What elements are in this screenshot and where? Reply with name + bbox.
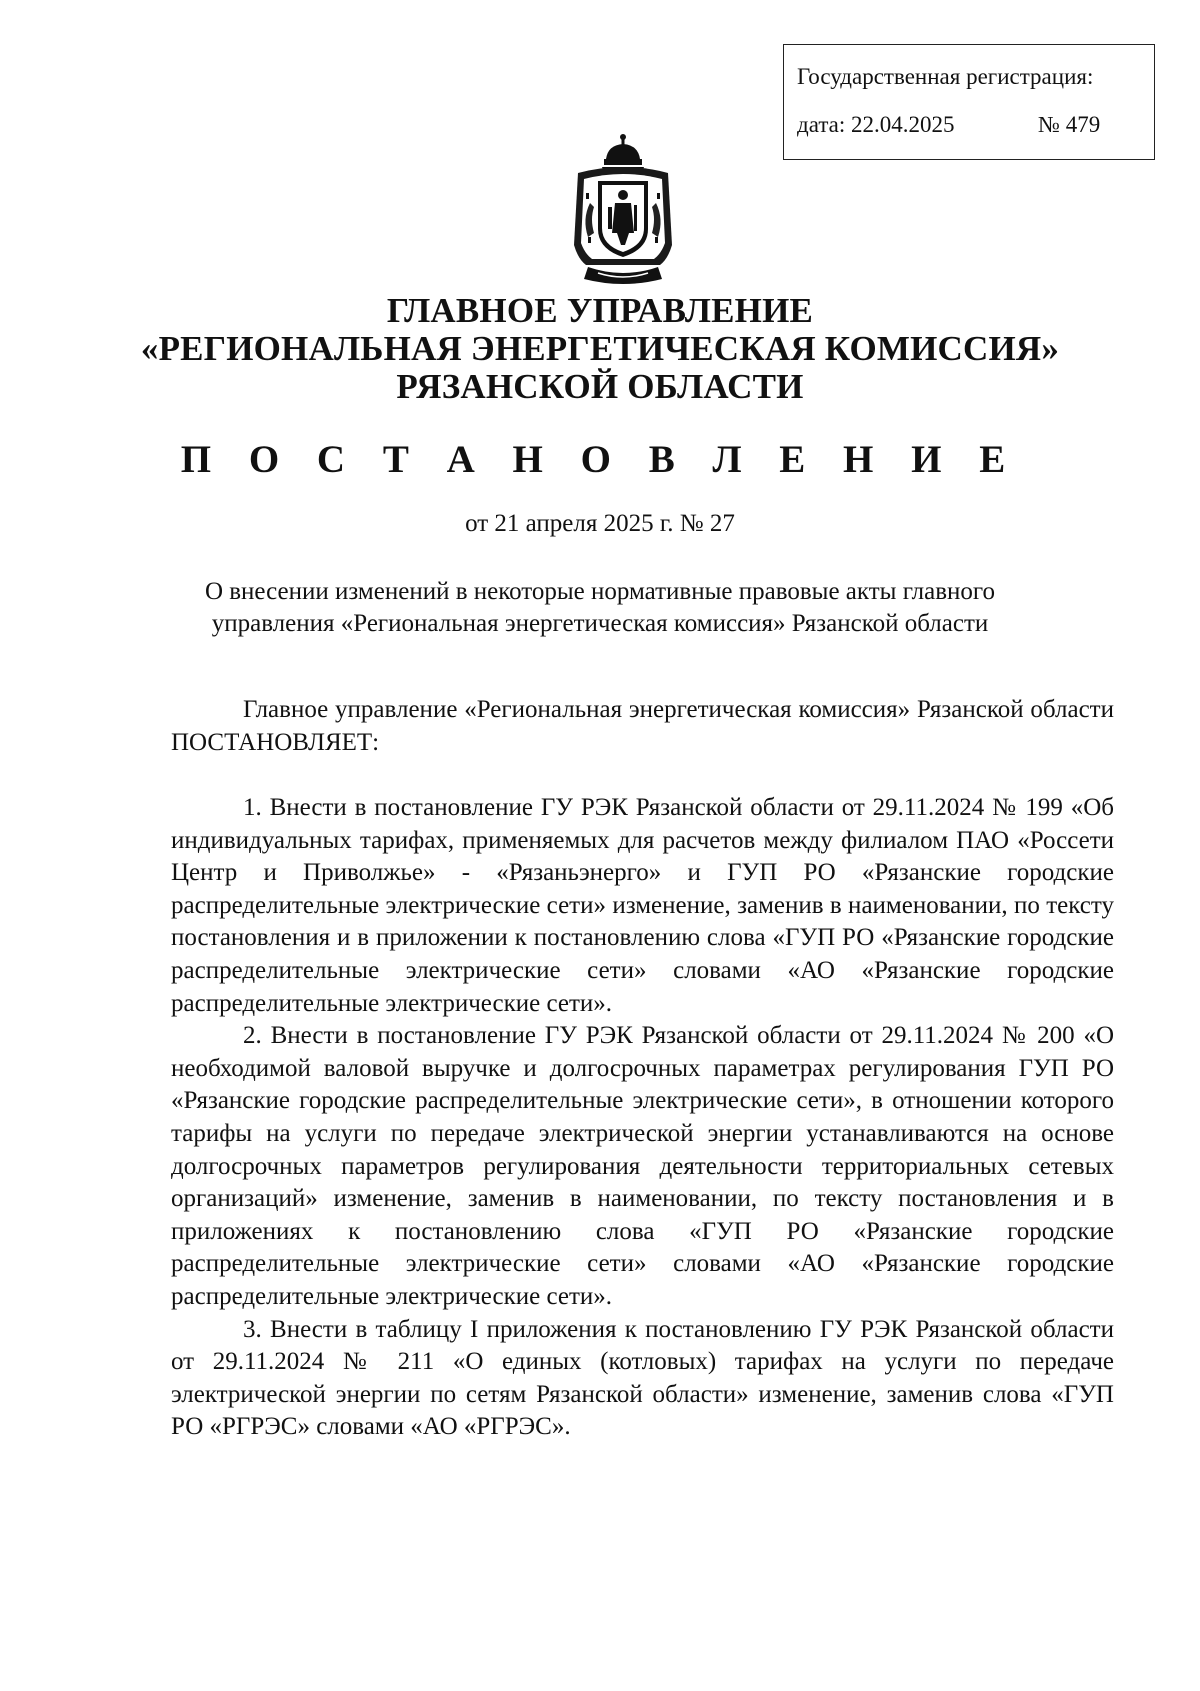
document-date-number: от 21 апреля 2025 г. № 27 xyxy=(465,510,735,537)
registration-number: № 479 xyxy=(1038,112,1101,137)
resolution-items xyxy=(171,792,1114,1444)
subject-line-1: О внесении изменений в некоторые нормативные правовые акты главного xyxy=(204,578,996,605)
document-type-heading: П О С Т А Н О В Л Е Н И Е xyxy=(180,438,1020,481)
registration-stamp xyxy=(783,44,1155,160)
resolution-item-2: 2. Внести в постановление ГУ РЭК Рязанской области от 29.11.2024 № 200 «О необходимой валовой выручке и долгосрочных параметрах регулирования ГУП РО «Рязанские городские распределительные электрические сети», в отношении которого тарифы на услуги по передаче электрической энергии устанавливаются на основе долгосрочных параметров регулирования деятельности территориальных сетевых организаций» изменение, заменив в наименовании, по тексту постановления и в приложениях к постановлению слова «ГУП РО «Рязанские городские распределительные электрические сети» словами «АО «Рязанские городские распределительные электрические сети». xyxy=(171,1022,1114,1310)
organization-line-3: РЯЗАНСКОЙ ОБЛАСТИ xyxy=(396,367,804,406)
coat-of-arms-icon xyxy=(568,133,678,288)
organization-line-2: «РЕГИОНАЛЬНАЯ ЭНЕРГЕТИЧЕСКАЯ КОМИССИЯ» xyxy=(140,329,1060,368)
preamble xyxy=(171,694,1114,759)
preamble-paragraph: Главное управление «Региональная энергетическая комиссия» Рязанской области ПОСТАНОВЛЯЕТ: xyxy=(171,696,1114,756)
resolution-item-3: 3. Внести в таблицу I приложения к постановлению ГУ РЭК Рязанской области от 29.11.2024 № 211 «О единых (котловых) тарифах на услуги по передаче электрической энергии по сетям Рязанской области» изменение, заменив слова «ГУП РО «РГРЭС» словами «АО «РГРЭС». xyxy=(171,1315,1114,1441)
registration-date: дата: 22.04.2025 xyxy=(797,112,955,137)
organization-line-1: ГЛАВНОЕ УПРАВЛЕНИЕ xyxy=(386,291,814,330)
document-subject xyxy=(0,576,1200,640)
registration-title: Государственная регистрация: xyxy=(797,64,1094,89)
organization-name xyxy=(0,292,1200,406)
resolution-item-1: 1. Внести в постановление ГУ РЭК Рязанской области от 29.11.2024 № 199 «Об индивидуальных тарифах, применяемых для расчетов между филиалом ПАО «Россети Центр и Приволжье» - «Рязаньэнерго» и ГУП РО «Рязанские городские распределительные электрические сети» изменение, заменив в наименовании, по тексту постановления и в приложении к постановлению слова «ГУП РО «Рязанские городские распределительные электрические сети» словами «АО «Рязанские городские распределительные электрические сети». xyxy=(171,794,1114,1017)
subject-line-2: управления «Региональная энергетическая комиссия» Рязанской области xyxy=(211,610,989,637)
